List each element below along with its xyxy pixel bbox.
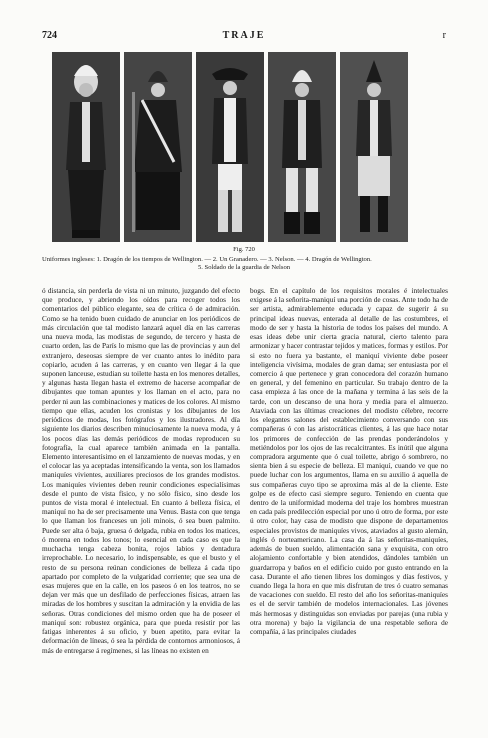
grenadier-figure-icon — [124, 52, 192, 242]
dragoon-figure-icon — [268, 52, 336, 242]
photo-guard-soldier — [340, 52, 408, 242]
photo-grenadier — [124, 52, 192, 242]
nelson-figure-icon — [196, 52, 264, 242]
dragoon-figure-icon — [52, 52, 120, 242]
caption-line-1: Uniformes ingleses: 1. Dragón de los tiempos de Wellington. — 2. Un Granadero. — 3. Nelson. — 4. Dragón de Wellington. — [42, 256, 372, 263]
photo-dragoon-wellington — [52, 52, 120, 242]
page-header — [42, 30, 446, 44]
uniform-photographs — [52, 52, 408, 242]
caption-line-2: 5. Soldado de la guardia de Nelson — [197, 264, 291, 272]
left-column — [42, 286, 240, 728]
running-title: TRAJE — [222, 30, 266, 41]
photo-nelson — [196, 52, 264, 242]
right-column — [250, 286, 448, 728]
guard-soldier-figure-icon — [340, 52, 408, 242]
figure-caption — [40, 256, 448, 273]
header-mark: r — [442, 30, 446, 41]
left-column-text: ó distancia, sin perderla de vista ni un minuto, juzgando del efecto que produce, y abriendo los oídos para recoger todos los comentarios del público elegante, sea de crítica ó de admiración. Como se ha tenido buen cuidado de anunciar en los periódicos de más circulación que tal modisto lanzará aquel día en las carreras una nueva moda, las modistas de segundo, de tercero y hasta de cuarto orden, las de París lo mismo que las de provincias y aun del extranjero, deseosas siempre de ver cuanto antes lo inédito para copiarlo, acuden á las carreras, y en cuanto ven llegar á la que suponen lanceuse, estudian su toilette hasta en los menores detalles, y algunas hasta llegan hasta el extremo de hacerse acompañar de dibujantes que toman apuntes y los llaman en el acto, para no perder ni aun las combinaciones y matices de los colores. Al mismo tiempo que ellas, acuden los cronistas y los dibujantes de los periódicos de modas, los fotógrafos y los ilustradores. Al día siguiente los diarios describen minuciosamente la nueva moda, y á los pocos días las demás periódicos de modas reproducen su fotografía, la cual aparece también animada en la pantalla. Elemento interesantísimo en el lanzamiento de nuevas modas, y en el colocar las ya aceptadas intensificando la venta, son los llamados maniquíes vivientes, auxiliares preciosos de los grandes modistos. Los maniquíes vivientes deben reunir condiciones especialísimas desde el punto de vista físico, y no sólo físico, sino desde los puntos de vista moral é intelectual. En cuanto á belleza física, el maniquí no ha de ser precisamente una Venus. Basta con que tenga lo que llaman los franceses un joli minois, ó sea buen palmito. Puede ser alta ó baja, gruesa ó delgada, rubia en todos los matices, ó morena en todos los tonos; lo esencial en cada caso es que la muchacha tenga cabeza bonita, rojos labios y dentadura irreprochable. Lo necesario, lo indispensable, es que el busto y el resto de su persona reúnan condiciones de belleza á cada tipo apartado por completo de la vulgaridad corriente; que sea una de esas mujeres que en la calle, en los paseos ó en los teatros, no se dejan ver más que un desfilado de perfecciones físicas, atraen las miradas de los hombres y suscitan la admiración y la envidia de las señoras. Otras condiciones del mismo orden que ha de poseer el maniquí son: robustez orgánica, para que pueda resistir por las fatigas inherentes á su oficio, y buen apetito, para evitar la deformación de líneas, ó sea la pérdida de contornos armoniosos, á más de entregarse á regímenes, si las líneas no existen en — [42, 286, 240, 655]
figure-number: Fig. 720 — [233, 246, 255, 253]
page-number: 724 — [42, 30, 57, 41]
photo-dragoon-wellington-2 — [268, 52, 336, 242]
body-text — [42, 286, 448, 728]
right-column-text: bogs. En el capítulo de los requisitos morales é intelectuales exigese á la señorita-maniquí una porción de cosas. Ante todo ha de ser artista, admirablemente educada y capaz de sugerir á su principal ideas nuevas, enterada al detalle de las costumbres, el modo de ser y hasta la historia de todos los países del mundo. A esas ideas debe unir cierta gracia natural, cierto talento para armonizar y hacer contrastar tejidos y matices, formas y estilos. Por si esto no fuera ya bastante, el maniquí viviente debe poseer inteligencia vivísima, modales de gran dama; ser entusiasta por el comercio á que pertenece y gran conocedora del corazón humano en general, y del femenino en particular. Su trabajo dentro de la casa empieza á las once de la mañana y termina á las seis de la tarde, con un descanso de una hora y media para el almuerzo. Ataviada con las últimas creaciones del modisto célebre, recorre los elegantes salones del establecimiento conversando con sus compañeras ó con las aristocráticas clientes, á las que hace notar los primores de confección de las prendas ponderándolos y metiéndolos por los ojos de las recalcitrantes. Es inútil que alguna compradora argumente que ó cual toilette, abrigo ó sombrero, no sienta bien á su especie de belleza. El maniquí, cuando ve que no puede luchar con los argumentos, llama en su auxilio á aquella de sus compañeras cuyo tipo se aproxima más al de la cliente. Este golpe es de efecto casi siempre seguro. Teniendo en cuenta que dentro de la uniformidad moderna del traje los hombres muestran en cada país predilección especial por uno ú otro de forma, por este ú otro color, hay casa de modisto que dispone de departamentos especiales provistos de maniquíes vivos, ataviados al gusto alemán, inglés ó norteamericano. La casa da á las señoritas-maniquíes, además de buen sueldo, alimentación sana y exquisita, con otro alojamiento confortable y bien atendidos, dándoles también un guardarropa y baños en el edificio cuido por gusto entrando en la casa. Durante el año tienen libres los domingos y días festivos, y cuando llega la hora en que mis disfrutan de tres ó cuatro semanas de vacaciones con sueldo. El resto del año los señoritas-maniquíes es el de servir también de modelos internacionales. Las jóvenes más hermosas y distinguidas son enviadas por parejas (una rubia y otra morena) y bajo la vigilancia de una respetable señora de compañía, á las principales ciudades — [250, 286, 448, 637]
